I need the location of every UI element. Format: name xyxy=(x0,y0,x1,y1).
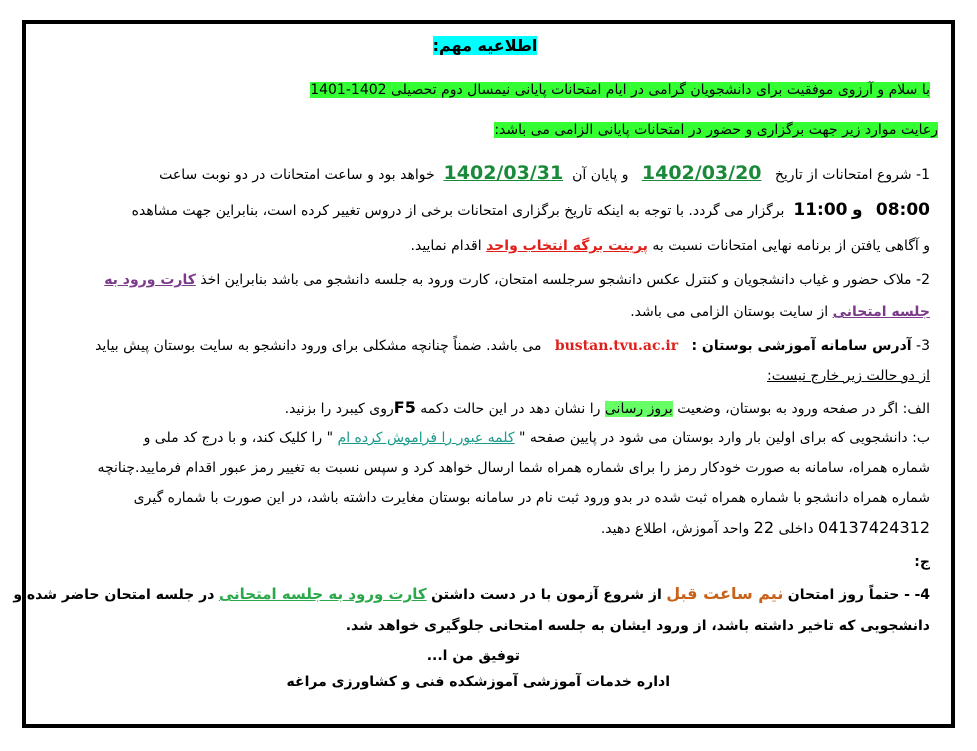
item-1-line-1: 1- شروع امتحانات از تاریخ 1402/03/20 و پایان آن 1402/03/31 خواهد بود و ساعت امتحانات در دو نوبت ساعت xyxy=(159,162,930,184)
case-c: ج: xyxy=(914,554,930,570)
intro-line-2: رعایت موارد زیر جهت برگزاری و حضور در امتحانات پایانی الزامی می باشد: xyxy=(494,122,938,138)
case-b-line-3: شماره همراه دانشجو با شماره همراه ثبت شده در بدو ورود ثبت نام در سامانه بوستان مغایرت داشته باشد، در این صورت با شماره گیری xyxy=(133,490,930,506)
start-date: 1402/03/20 xyxy=(641,162,762,184)
item-2-line-2: جلسه امتحانی از سایت بوستان الزامی می باشد. xyxy=(630,304,930,320)
forgot-password-link[interactable]: کلمه عبور را فراموش کرده ام xyxy=(337,430,515,446)
item-4-line-2: دانشجویی که تاخیر داشته باشد، از ورود ایشان به جلسه امتحانی جلوگیری خواهد شد. xyxy=(345,618,930,634)
phone-number: 04137424312 xyxy=(818,518,930,537)
entry-card-1: کارت ورود به xyxy=(104,272,196,288)
item-1-line-2: 08:00 و 11:00 برگزار می گردد. با توجه به اینکه تاریخ برگزاری امتحانات برخی از دروس تغییر کرده است، بنابراین جهت مشاهده xyxy=(131,200,930,220)
entry-card-2: جلسه امتحانی xyxy=(832,304,930,320)
case-a: الف: اگر در صفحه ورود به بوستان، وضعیت بروز رسانی را نشان دهد در این حالت دکمه F5روی کیبرد را بزنید. xyxy=(284,398,930,417)
half-hour-before: نیم ساعت قبل xyxy=(666,584,784,603)
signature: اداره خدمات آموزشی آموزشکده فنی و کشاورزی مراغه xyxy=(286,674,670,690)
item-3-line-2: از دو حالت زیر خارج نیست: xyxy=(766,368,930,384)
end-date: 1402/03/31 xyxy=(443,162,564,184)
item-1-line-3: و آگاهی یافتن از برنامه نهایی امتحانات نسبت به پرینت برگه انتخاب واحد اقدام نمایید. xyxy=(410,238,930,254)
intro-line-1: با سلام و آرزوی موفقیت برای دانشجویان گرامی در ایام امتحانات پایانی نیمسال دوم تحصیلی 1402-1401 xyxy=(310,82,930,98)
bustan-url[interactable]: bustan.tvu.ac.ir xyxy=(554,338,679,354)
entry-card-3: کارت ورود به جلسه امتحانی xyxy=(218,585,427,603)
f5-key: F5 xyxy=(393,398,416,417)
print-selection: پرینت برگه انتخاب واحد xyxy=(486,238,648,254)
item-3-line-1: 3- آدرس سامانه آموزشی بوستان : bustan.tvu.ac.ir می باشد. ضمناً چنانچه مشکلی برای ورود دانشجو به سایت بوستان پیش بیاید xyxy=(95,338,930,354)
closing: توفیق من ا... xyxy=(426,648,520,664)
case-b-line-4: 04137424312 داخلی 22 واحد آموزش، اطلاع دهید. xyxy=(600,518,930,537)
title-row xyxy=(40,36,930,56)
case-b-line-1: ب: دانشجویی که برای اولین بار وارد بوستان می شود در پایین صفحه " کلمه عبور را فراموش کرده ام " را کلیک کند، و با درج کد ملی و xyxy=(143,430,930,446)
item-2-line-1: 2- ملاک حضور و غیاب دانشجویان و کنترل عکس دانشجو سرجلسه امتحان، کارت ورود به جلسه دانشجو می باشد بنابراین اخذ کارت ورود به xyxy=(104,272,930,288)
item-4-line-1: 4- - حتماً روز امتحان نیم ساعت قبل از شروع آزمون با در دست داشتن کارت ورود به جلسه امتحانی در جلسه امتحان حاضر شده و xyxy=(13,584,930,603)
page-title: اطلاعیه مهم: xyxy=(432,36,538,55)
update-status: بروز رسانی xyxy=(604,401,673,417)
case-b-line-2: شماره همراه، سامانه به صورت خودکار رمز را برای شماره همراه شما ارسال خواهد کرد و سپس نسبت به تغییر رمز عبور اقدام فرمایید.چنانچه xyxy=(97,460,930,476)
